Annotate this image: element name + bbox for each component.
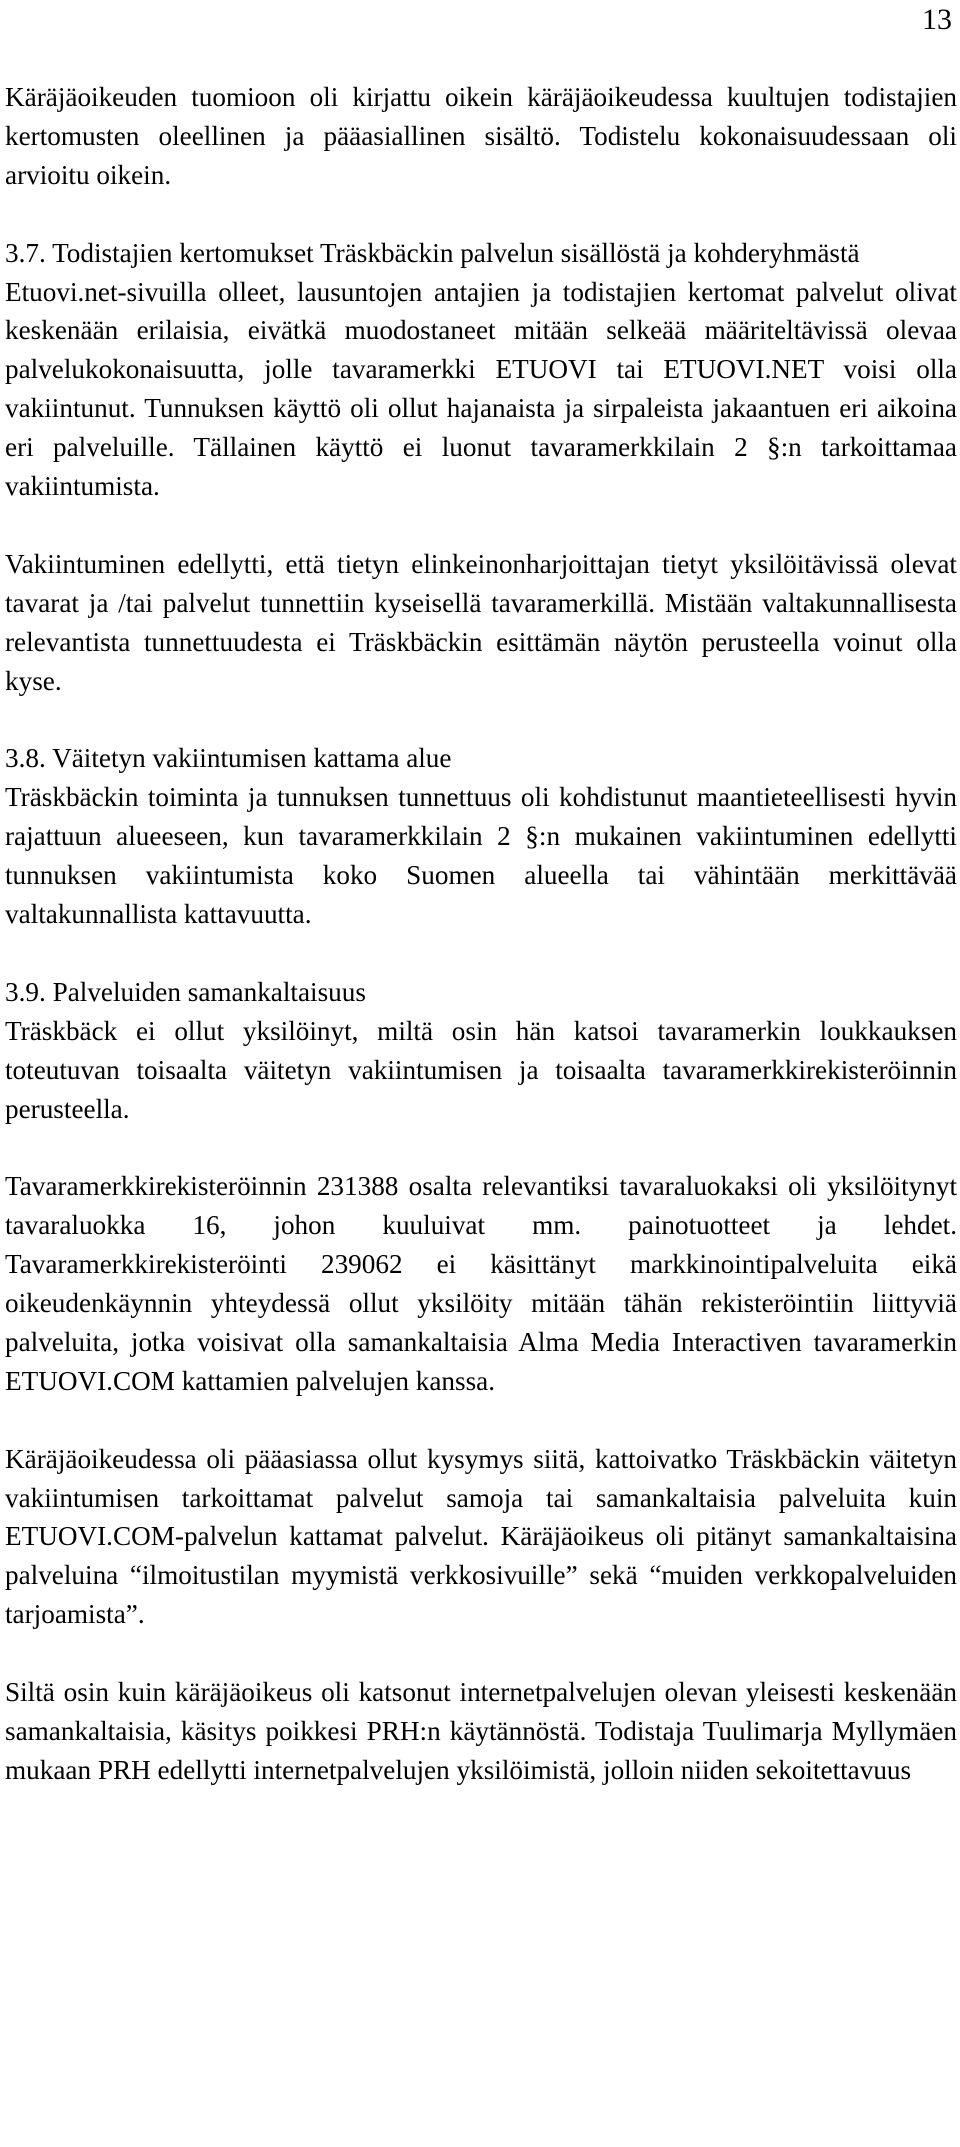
paragraph-internetpalvelut: Siltä osin kuin käräjäoikeus oli katsonut internetpalvelujen olevan yleisesti keskenään samankaltaisia, käsitys poikkesi PRH:n käytännöstä. Todistaja Tuulimarja Myllymäen mukaan PRH edellytti internetpalvelujen yksilöimistä, jolloin niiden sekoitettavuus — [5, 1677, 957, 1785]
paragraph-gap — [5, 1128, 957, 1167]
paragraph-gap — [5, 195, 957, 234]
section-heading-3-7: 3.7. Todistajien kertomukset Träskbäckin palvelun sisällöstä ja kohderyhmästä — [5, 237, 860, 268]
paragraph-gap — [5, 700, 957, 739]
paragraph-etuovi-net: Etuovi.net-sivuilla olleet, lausuntojen antajien ja todistajien kertomat palvelut olivat keskenään erilaisia, eivätkä muodostaneet mitään selkeää määriteltävissä olevaa palvelukokonaisuutta, jolle tavaramerkki ETUOVI tai ETUOVI.NET voisi olla vakiintunut. Tunnuksen käyttö oli ollut hajanaista ja sirpaleista jakaantuen eri aikoina eri palveluille. Tällainen käyttö ei luonut tavaramerkkilain 2 §:n tarkoittamaa vakiintumista. — [5, 276, 957, 502]
paragraph-gap — [5, 934, 957, 973]
paragraph-gap — [5, 1634, 957, 1673]
page-number: 13 — [922, 3, 952, 36]
paragraph-maantieteellinen-alue: Träskbäckin toiminta ja tunnuksen tunnettuus oli kohdistunut maantieteellisesti hyvin rajattuun alueeseen, kun tavaramerkkilain 2 §:n mukainen vakiintuminen edellytti tunnuksen vakiintumista koko Suomen alueella tai vähintään merkittävää valtakunnallista kattavuutta. — [5, 782, 957, 929]
section-heading-3-9: 3.9. Palveluiden samankaltaisuus — [5, 976, 366, 1007]
paragraph-karajaoikeus-kysymys: Käräjäoikeudessa oli pääasiassa ollut kysymys siitä, kattoivatko Träskbäckin väitetyn vakiintumisen tarkoittamat palvelut samoja tai samankaltaisia palveluita kuin ETUOVI.COM-palvelun kattamat palvelut. Käräjäoikeus oli pitänyt samankaltaisina palveluina “ilmoitustilan myymistä verkkosivuille” sekä “muiden verkkopalveluiden tarjoamista”. — [5, 1443, 957, 1630]
paragraph-gap — [5, 506, 957, 545]
paragraph-testimony-summary: Käräjäoikeuden tuomioon oli kirjattu oikein käräjäoikeudessa kuultujen todistajien kertomusten oleellinen ja pääasiallinen sisältö. Todistelu kokonaisuudessaan oli arvioitu oikein. — [5, 82, 957, 190]
paragraph-loukkaus-yksilointi: Träskbäck ei ollut yksilöinyt, miltä osin hän katsoi tavaramerkin loukkauksen toteutuvan toisaalta väitetyn vakiintumisen ja toisaalta tavaramerkkirekisteröinnin perusteella. — [5, 1015, 957, 1124]
paragraph-gap — [5, 1401, 957, 1440]
paragraph-rekisterointi: Tavaramerkkirekisteröinnin 231388 osalta relevantiksi tavaraluokaksi oli yksilöitynyt tavaraluokka 16, johon kuuluivat mm. painotuotteet ja lehdet. Tavaramerkkirekisteröinti 239062 ei käsittänyt markkinointipalveluita eikä oikeudenkäynnin yhteydessä ollut yksilöity mitään tähän rekisteröintiin liittyviä palveluita, jotka voisivat olla samankaltaisia Alma Media Interactiven tavaramerkin ETUOVI.COM kattamien palvelujen kanssa. — [5, 1171, 957, 1396]
section-heading-3-8: 3.8. Väitetyn vakiintumisen kattama alue — [5, 743, 452, 774]
paragraph-vakiintuminen: Vakiintuminen edellytti, että tietyn elinkeinonharjoittajan tietyt yksilöitävissä olevat tavarat ja /tai palvelut tunnettiin kyseisellä tavaramerkillä. Mistään valtakunnallisesta relevantista tunnettuudesta ei Träskbäckin esittämän näytön perusteella voinut olla kyse. — [5, 548, 957, 696]
document-body — [5, 78, 957, 1790]
